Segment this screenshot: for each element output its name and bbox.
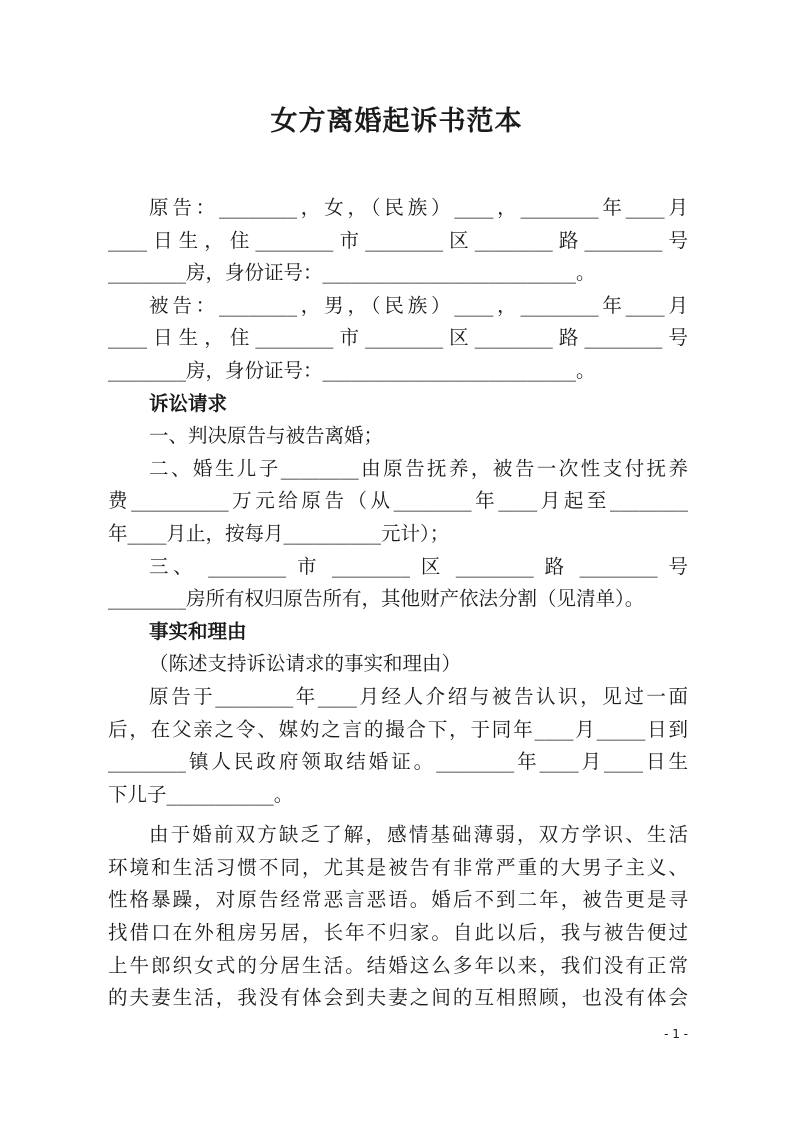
facts-paragraph-1-line-2: 后，在父亲之令、媒妁之言的撮合下，于同年____月_____日到 bbox=[108, 717, 688, 741]
facts-paragraph-2-line-5: 上牛郎织女式的分居生活。结婚这么多年以来，我们没有正常 bbox=[108, 953, 688, 977]
facts-paragraph-1-line-1: 原告于________年____月经人介绍与被告认识，见过一面 bbox=[149, 684, 688, 708]
document-body bbox=[108, 192, 688, 1015]
facts-paragraph-2-line-6: 的夫妻生活，我没有体会到夫妻之间的互相照顾，也没有体会 bbox=[108, 986, 688, 1010]
plaintiff-line-2: ____日生，住________市________区________路________号 bbox=[108, 228, 688, 252]
facts-paragraph-2-line-3: 性格暴躁，对原告经常恶言恶语。婚后不到二年，被告更是寻 bbox=[108, 888, 688, 912]
plaintiff-line-3: ________房，身份证号：__________________________。 bbox=[108, 261, 596, 285]
facts-paragraph-2-line-1: 由于婚前双方缺乏了解，感情基础薄弱，双方学识、生活 bbox=[149, 823, 688, 847]
facts-paragraph-2-line-2: 环境和生活习惯不同，尤其是被告有非常严重的大男子主义、 bbox=[108, 855, 688, 879]
claim-1: 一、判决原告与被告离婚； bbox=[149, 424, 384, 448]
claim-2-line-2: 费__________万元给原告（从________年____月起至________ bbox=[108, 489, 688, 513]
claim-2-line-3: 年____月止，按每月__________元计）； bbox=[108, 521, 450, 545]
facts-note: （陈述支持诉讼请求的事实和理由） bbox=[149, 652, 462, 676]
plaintiff-line-1: 原告：________，女，（民族）____，________年____月 bbox=[149, 196, 688, 219]
claim-2-line-1: 二、婚生儿子________由原告抚养，被告一次性支付抚养 bbox=[149, 456, 688, 480]
facts-paragraph-1-line-3: ________镇人民政府领取结婚证。________年____月____日生 bbox=[108, 750, 688, 774]
facts-heading: 事实和理由 bbox=[149, 619, 247, 643]
defendant-line-1: 被告：________，男，（民族）____，________年____月 bbox=[149, 293, 688, 317]
defendant-line-2: ____日生，住________市________区________路________号 bbox=[108, 326, 688, 350]
page-number: - 1 - bbox=[664, 1027, 688, 1041]
document-title: 女方离婚起诉书范本 bbox=[270, 106, 523, 137]
facts-paragraph-2-line-4: 找借口在外租房另居，长年不归家。自此以后，我与被告便过 bbox=[108, 921, 688, 945]
claims-heading: 诉讼请求 bbox=[149, 391, 228, 415]
defendant-line-3: ________房，身份证号：__________________________。 bbox=[108, 358, 596, 382]
facts-paragraph-1-line-4: 下儿子___________。 bbox=[108, 782, 294, 806]
claim-3-line-2: ________房所有权归原告所有，其他财产依法分割（见清单）。 bbox=[108, 587, 645, 611]
claim-3-line-1: 三、 ________ 市 ________ 区 ________ 路 ________ 号 bbox=[149, 554, 688, 578]
paragraph-gap bbox=[108, 811, 688, 819]
